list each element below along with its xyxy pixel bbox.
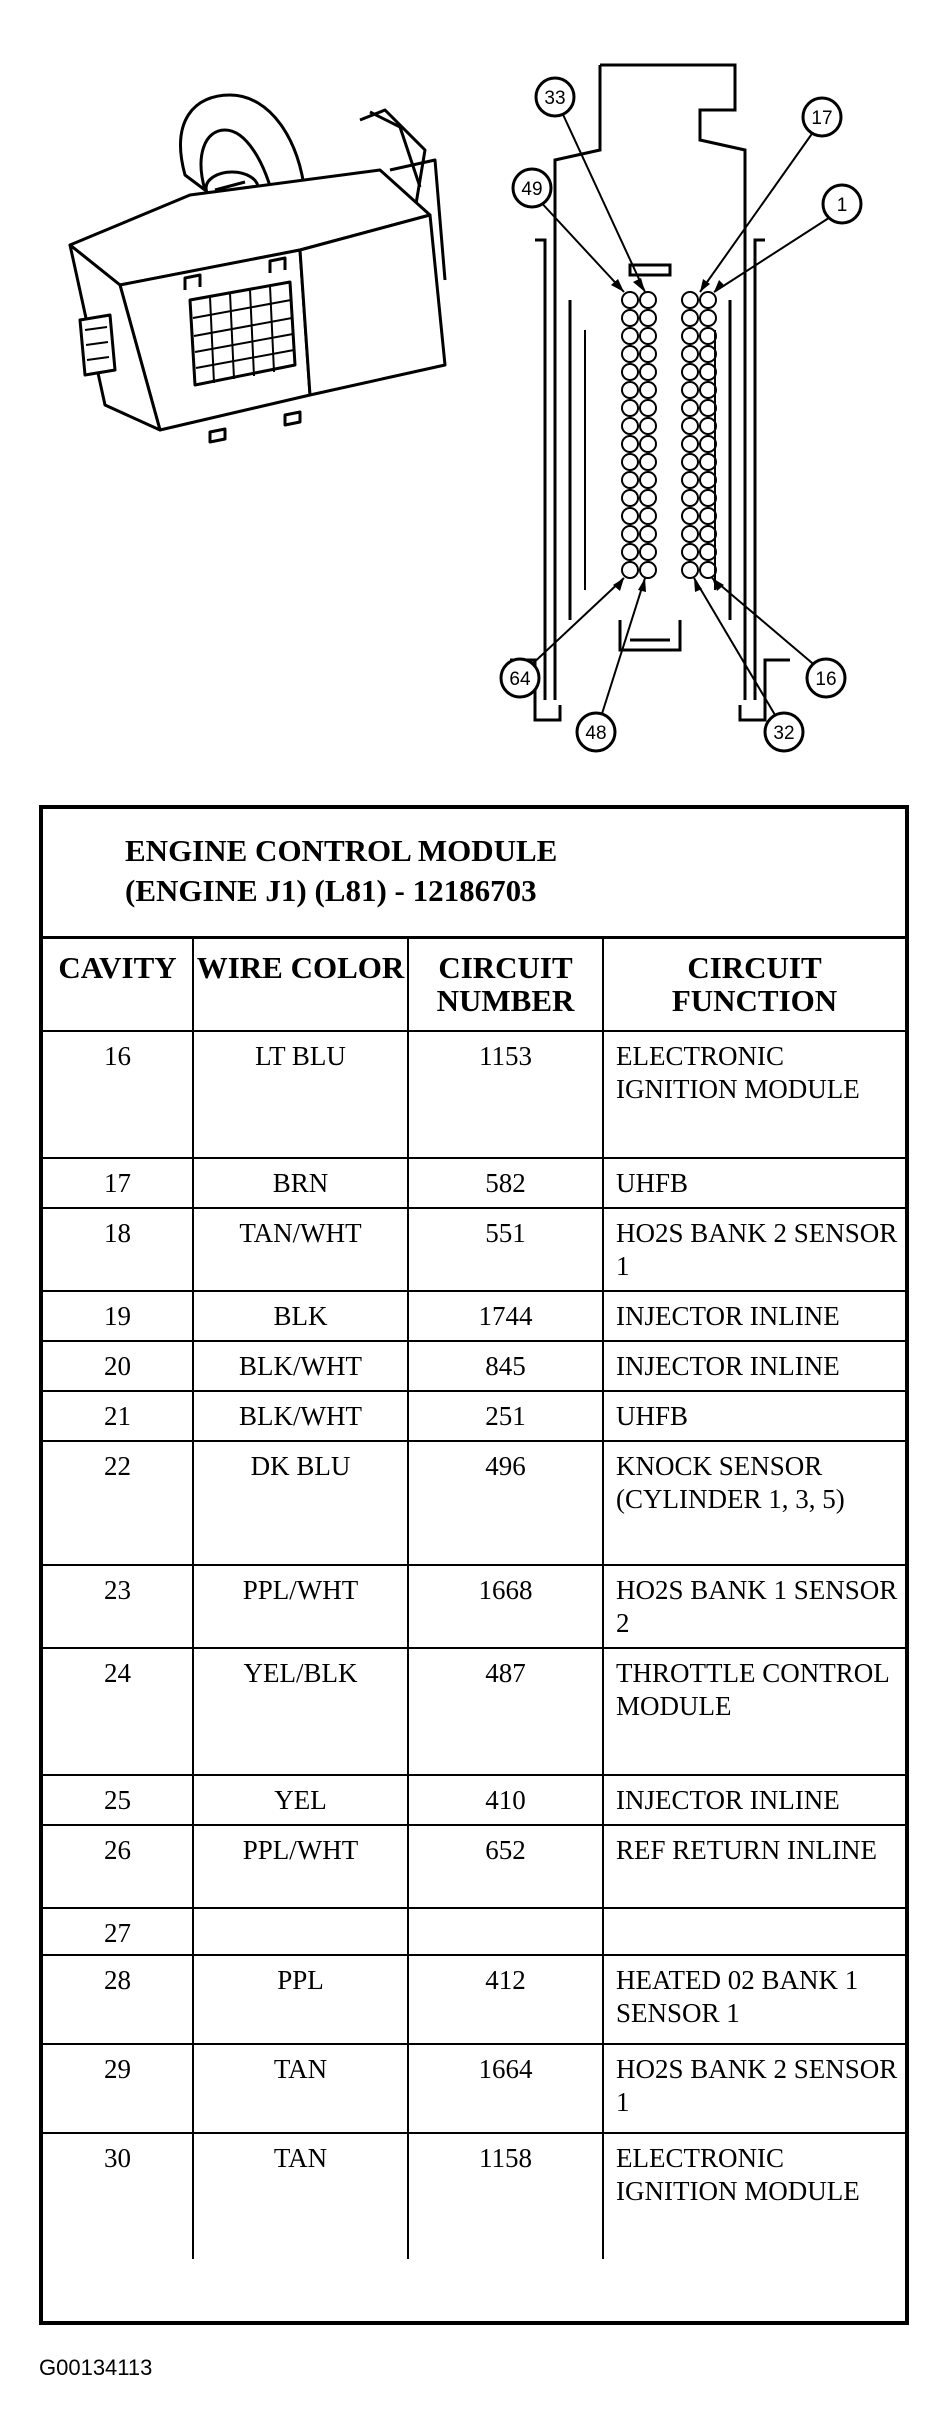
module-title: [43, 809, 905, 939]
table-row: [43, 2044, 905, 2133]
wire-color-cell: BLK/WHT: [193, 1341, 408, 1391]
cavity-cell: 21: [43, 1391, 193, 1441]
pin-column-left-outer: [622, 292, 638, 578]
circuit-number-cell: 496: [408, 1441, 603, 1565]
table-row: [43, 1391, 905, 1441]
cavity-cell: 23: [43, 1565, 193, 1648]
table-body: [43, 1031, 905, 2259]
wire-color-cell: DK BLU: [193, 1441, 408, 1565]
table-row: [43, 1341, 905, 1391]
table-row: [43, 1775, 905, 1825]
wire-color-cell: BLK/WHT: [193, 1391, 408, 1441]
circuit-function-cell: KNOCK SENSOR (CYLINDER 1, 3, 5): [603, 1441, 905, 1565]
connector-isometric-drawing: [70, 95, 445, 442]
callout-label: 49: [521, 179, 543, 200]
wire-color-cell: PPL/WHT: [193, 1565, 408, 1648]
circuit-function-cell: HEATED 02 BANK 1 SENSOR 1: [603, 1955, 905, 2044]
wire-color-cell: [193, 1908, 408, 1955]
connector-face-diagram: [501, 65, 861, 751]
table-row: [43, 1291, 905, 1341]
circuit-function-cell: INJECTOR INLINE: [603, 1775, 905, 1825]
cavity-cell: 25: [43, 1775, 193, 1825]
circuit-number-cell: 410: [408, 1775, 603, 1825]
pin-column-right-inner: [682, 292, 698, 578]
callout-label: 48: [585, 723, 607, 744]
circuit-function-cell: HO2S BANK 2 SENSOR 1: [603, 1208, 905, 1291]
wire-color-cell: LT BLU: [193, 1031, 408, 1158]
circuit-function-cell: THROTTLE CONTROL MODULE: [603, 1648, 905, 1775]
callout-label: 32: [773, 723, 795, 744]
cavity-cell: 24: [43, 1648, 193, 1775]
wire-color-cell: TAN: [193, 2133, 408, 2259]
circuit-number-cell: 1668: [408, 1565, 603, 1648]
circuit-number-cell: 652: [408, 1825, 603, 1908]
cavity-cell: 27: [43, 1908, 193, 1955]
cavity-cell: 17: [43, 1158, 193, 1208]
wire-color-cell: YEL: [193, 1775, 408, 1825]
circuit-number-cell: 551: [408, 1208, 603, 1291]
connector-illustrations: [0, 0, 943, 780]
circuit-function-cell: INJECTOR INLINE: [603, 1291, 905, 1341]
circuit-number-cell: 582: [408, 1158, 603, 1208]
table-header-row: [43, 939, 905, 1031]
circuit-function-cell: HO2S BANK 2 SENSOR 1: [603, 2044, 905, 2133]
cavity-cell: 28: [43, 1955, 193, 2044]
circuit-number-cell: 1744: [408, 1291, 603, 1341]
circuit-number-cell: 412: [408, 1955, 603, 2044]
callout-label: 17: [811, 108, 833, 129]
circuit-function-cell: UHFB: [603, 1391, 905, 1441]
header-wire-color: WIRE COLOR: [193, 939, 408, 1031]
wire-color-cell: YEL/BLK: [193, 1648, 408, 1775]
circuit-number-cell: 1153: [408, 1031, 603, 1158]
circuit-function-cell: UHFB: [603, 1158, 905, 1208]
cavity-cell: 26: [43, 1825, 193, 1908]
wire-color-cell: PPL: [193, 1955, 408, 2044]
cavity-cell: 30: [43, 2133, 193, 2259]
circuit-function-cell: ELECTRONIC IGNITION MODULE: [603, 1031, 905, 1158]
pin-column-right-outer: [700, 292, 716, 578]
table-row: [43, 1441, 905, 1565]
cavity-cell: 19: [43, 1291, 193, 1341]
table-row: [43, 1908, 905, 1955]
table-row: [43, 1955, 905, 2044]
wire-color-cell: BRN: [193, 1158, 408, 1208]
table-row: [43, 1031, 905, 1158]
table-row: [43, 1648, 905, 1775]
callout-label: 64: [509, 669, 531, 690]
header-circuit-function: CIRCUIT FUNCTION: [603, 939, 905, 1031]
circuit-function-cell: HO2S BANK 1 SENSOR 2: [603, 1565, 905, 1648]
pinout-table-frame: [39, 805, 909, 2325]
circuit-function-cell: REF RETURN INLINE: [603, 1825, 905, 1908]
wire-color-cell: PPL/WHT: [193, 1825, 408, 1908]
header-circuit-number: CIRCUIT NUMBER: [408, 939, 603, 1031]
module-title-line2: (ENGINE J1) (L81) - 12186703: [125, 873, 537, 908]
pinout-table: [43, 939, 905, 2259]
wire-color-cell: TAN/WHT: [193, 1208, 408, 1291]
callout-labels: [509, 88, 847, 744]
circuit-function-cell: INJECTOR INLINE: [603, 1341, 905, 1391]
circuit-number-cell: 251: [408, 1391, 603, 1441]
wire-color-cell: BLK: [193, 1291, 408, 1341]
circuit-number-cell: 1158: [408, 2133, 603, 2259]
circuit-function-cell: [603, 1908, 905, 1955]
table-row: [43, 1158, 905, 1208]
cavity-cell: 29: [43, 2044, 193, 2133]
callout-label: 1: [836, 195, 848, 216]
circuit-function-cell: ELECTRONIC IGNITION MODULE: [603, 2133, 905, 2259]
cavity-cell: 18: [43, 1208, 193, 1291]
table-row: [43, 1825, 905, 1908]
module-title-line1: ENGINE CONTROL MODULE: [125, 833, 558, 868]
wire-color-cell: TAN: [193, 2044, 408, 2133]
cavity-cell: 16: [43, 1031, 193, 1158]
circuit-number-cell: 487: [408, 1648, 603, 1775]
cavity-cell: 20: [43, 1341, 193, 1391]
pin-column-left-inner: [640, 292, 656, 578]
callout-label: 33: [544, 88, 566, 109]
callout-label: 16: [815, 669, 837, 690]
circuit-number-cell: 845: [408, 1341, 603, 1391]
table-row: [43, 2133, 905, 2259]
table-row: [43, 1208, 905, 1291]
image-reference-code: G00134113: [39, 2355, 153, 2380]
header-cavity: CAVITY: [43, 939, 193, 1031]
cavity-cell: 22: [43, 1441, 193, 1565]
circuit-number-cell: [408, 1908, 603, 1955]
table-row: [43, 1565, 905, 1648]
circuit-number-cell: 1664: [408, 2044, 603, 2133]
